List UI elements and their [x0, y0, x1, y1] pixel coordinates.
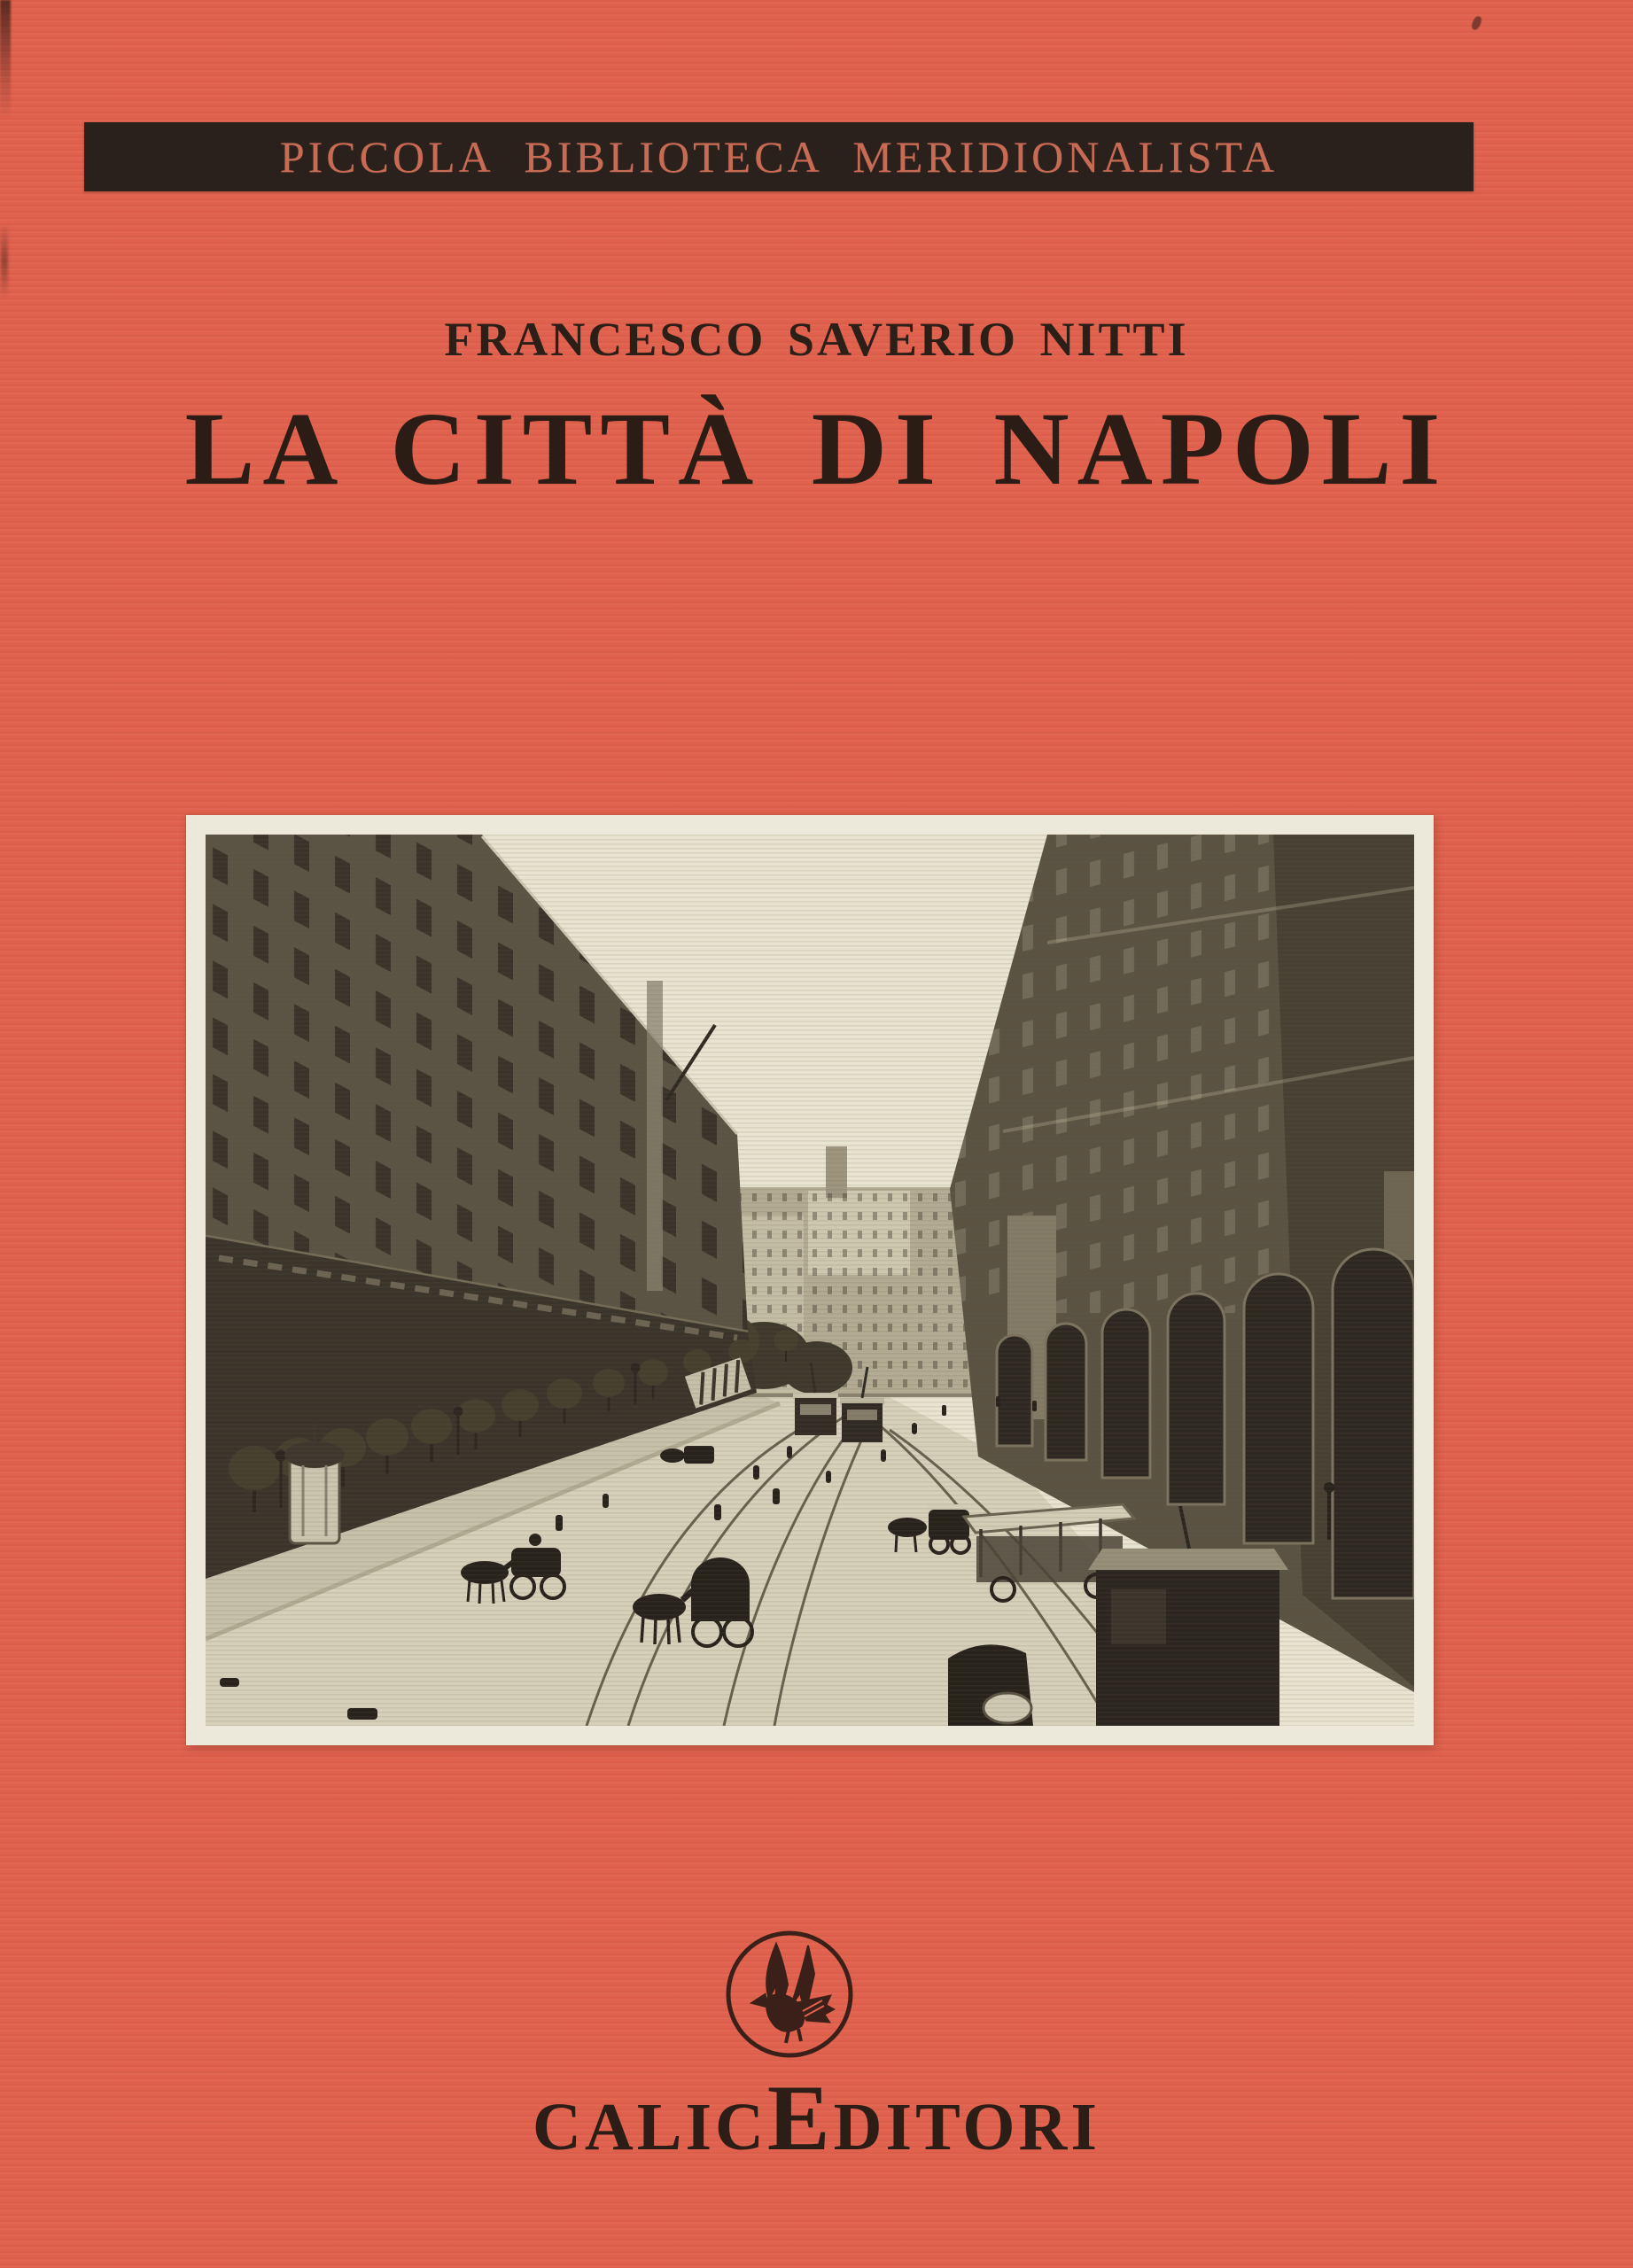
edge-wear-mark [1, 223, 8, 299]
publisher-name-prefix: CALIC [533, 2090, 767, 2164]
publisher-bird-logo-icon [723, 1928, 856, 2061]
publisher-name [0, 2066, 1633, 2170]
series-banner-label: PICCOLA BIBLIOTECA MERIDIONALISTA [279, 132, 1279, 182]
series-banner [84, 122, 1474, 191]
book-title: LA CITTÀ DI NAPOLI [184, 391, 1449, 507]
publisher-name-suffix: DITORI [833, 2090, 1100, 2164]
author-name: FRANCESCO SAVERIO NITTI [444, 313, 1189, 366]
cover-photo-frame [186, 815, 1434, 1745]
publisher-name-accent-letter: E [766, 2066, 834, 2170]
cover-photo [206, 835, 1414, 1726]
edge-wear-mark [0, 0, 11, 120]
ink-speck [1470, 15, 1483, 31]
